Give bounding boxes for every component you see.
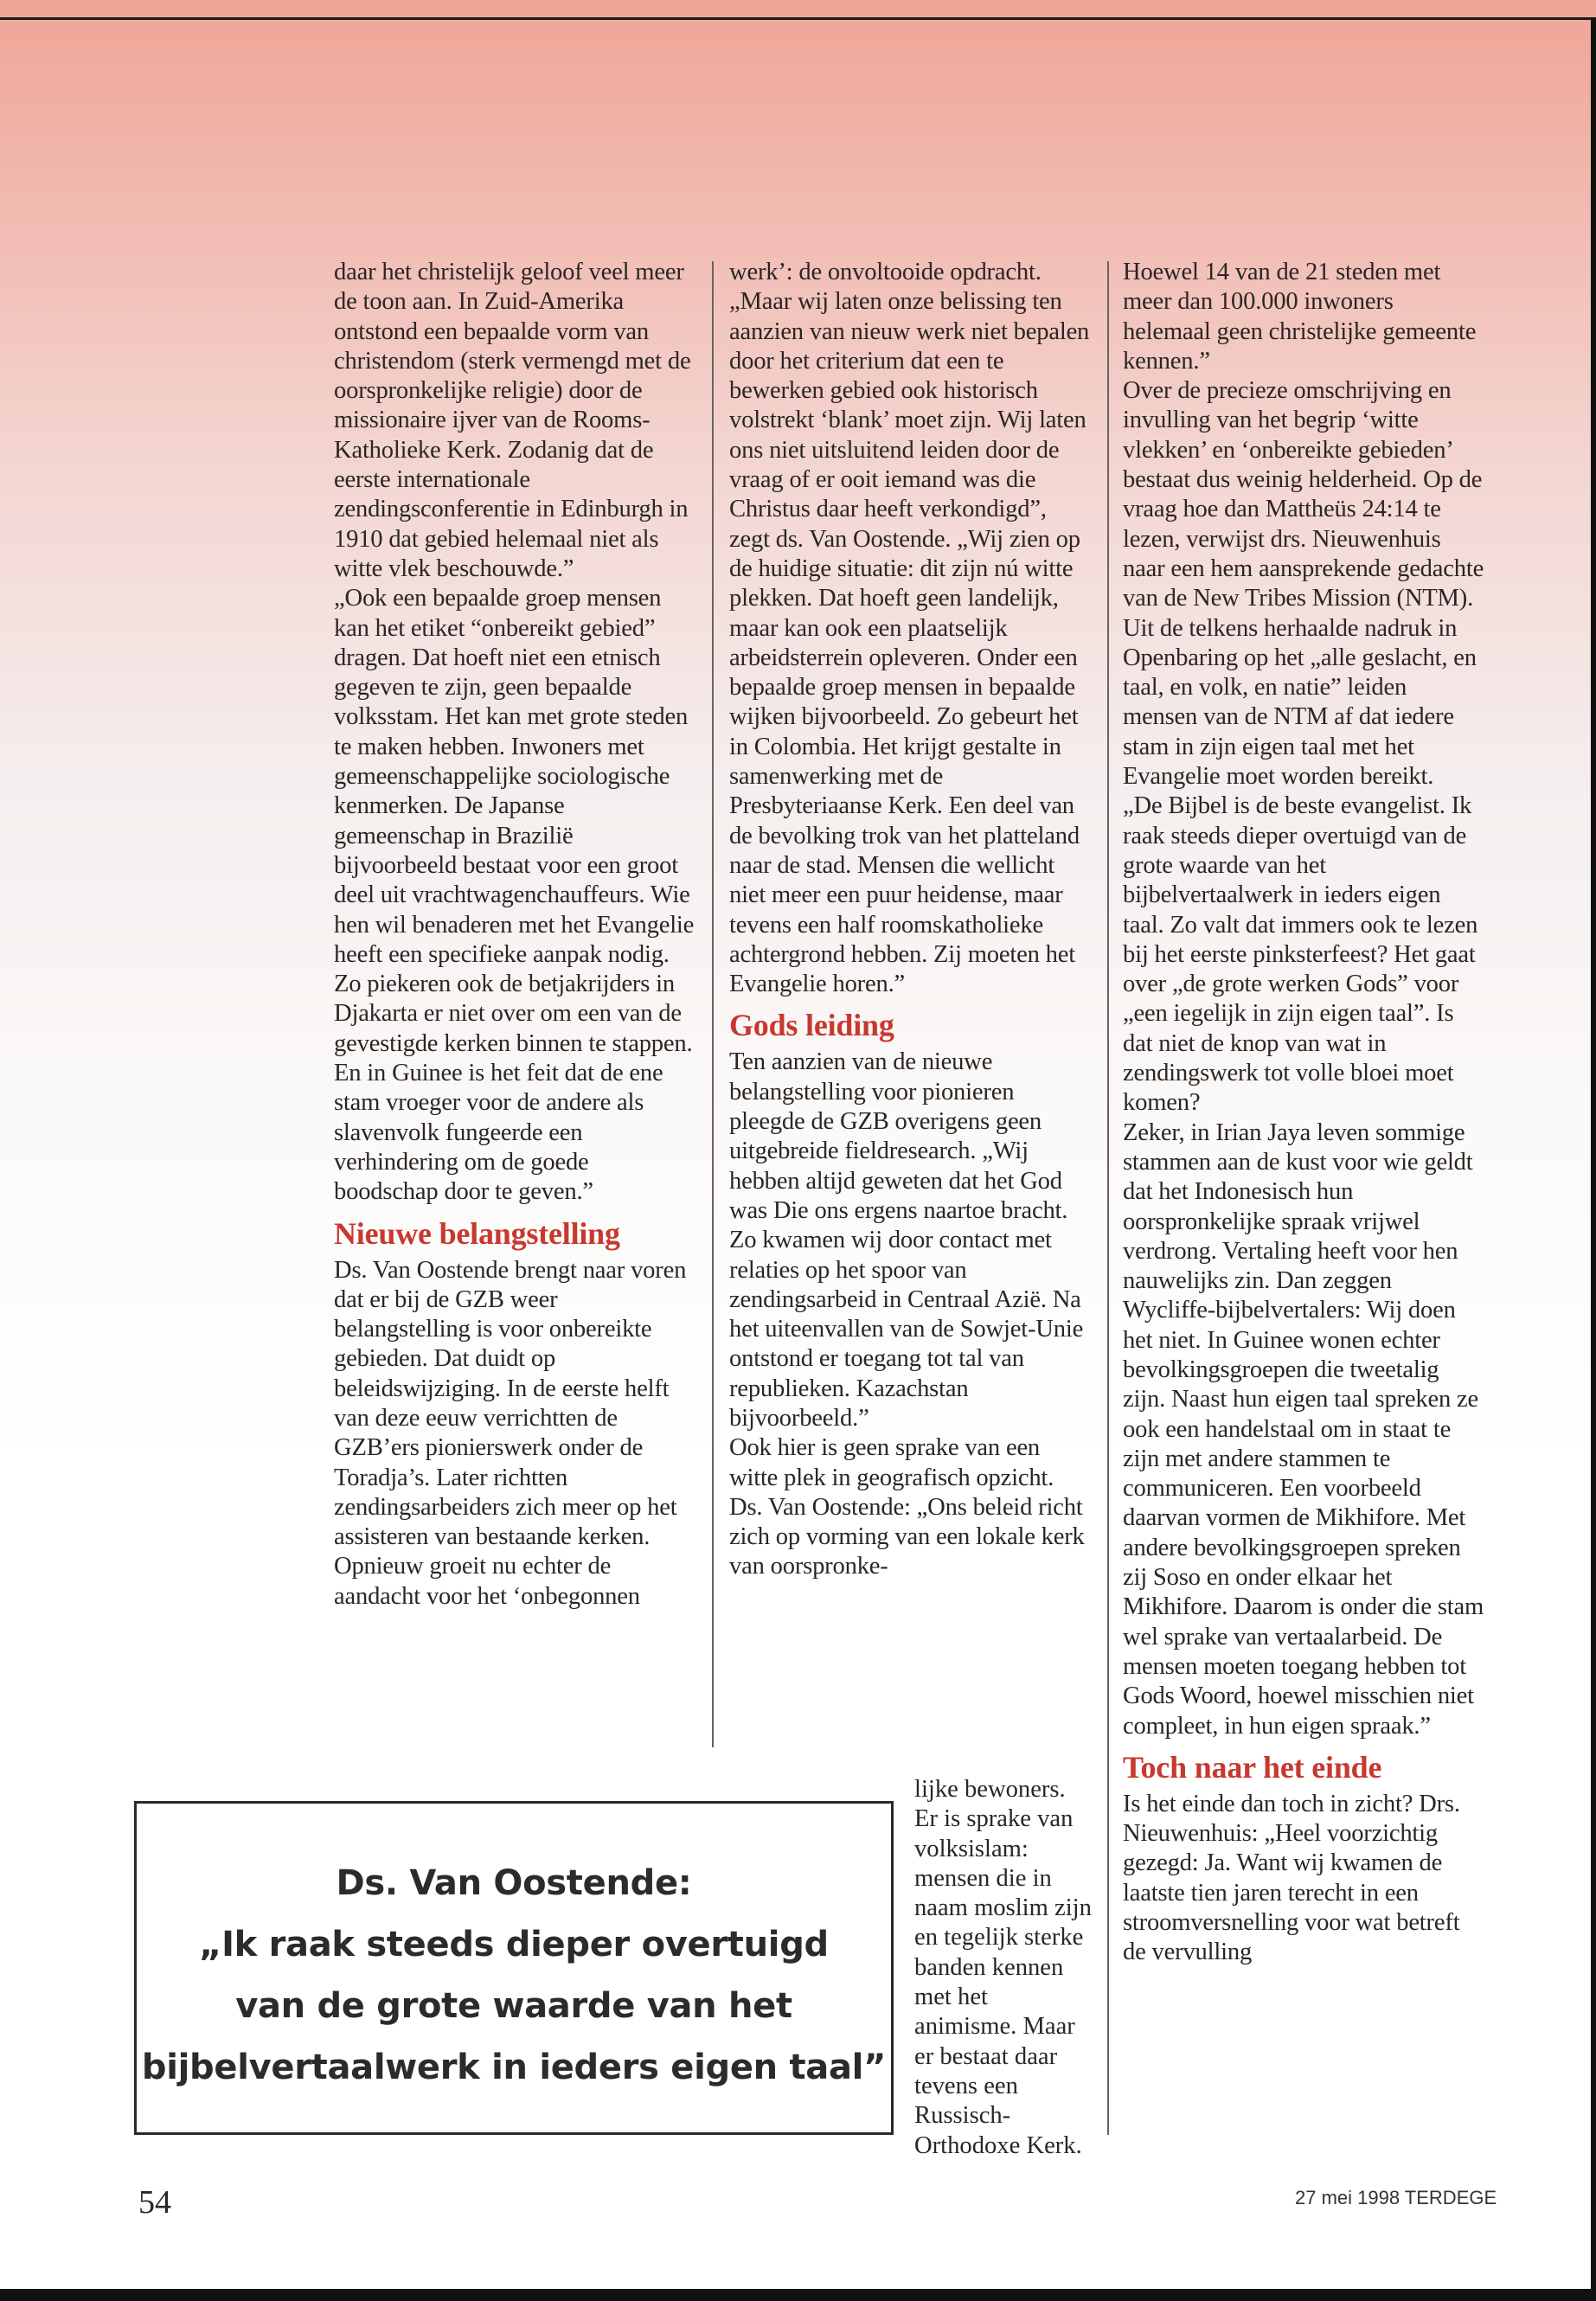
paragraph: werk’: de onvoltooide opdracht. „Maar wij laten onze belissing ten aanzien van nieuw werk niet bepalen door het criterium dat een te bewerken gebied ook historisch volstrekt ‘blank’ moet zijn. Wij laten ons niet uitsluitend leiden door de vraag of er ooit iemand was die Christus daar heeft verkondigd”, zegt ds. Van Oostende. „Wij zien op de huidige situatie: dit zijn nú witte plekken. Dat hoeft geen landelijk, maar kan ook een plaatselijk arbeidsterrein opleveren. Onder een bepaalde groep mensen in bepaalde wijken bijvoorbeeld. Zo gebeurt het in Colombia. Het krijgt gestalte in samenwerking met de Presbyteriaanse Kerk. Een deel van de bevolking trok van het platteland naar de stad. Mensen die wellicht niet meer een puur heidense, maar tevens een half roomskatholieke achtergrond hebben. Zij moeten het Evangelie horen.” [729,259,1090,998]
paragraph: lijke bewoners. Er is sprake van volksislam: mensen die in naam moslim zijn en tegelijk sterke banden kennen met het animisme. Maar er bestaat daar tevens een Russisch-Orthodoxe Kerk. [914,1776,1092,2159]
paragraph: Ook hier is geen sprake van een witte plek in geografisch opzicht. Ds. Van Oostende: „Ons beleid richt zich op vorming van een lokale kerk van oorspronke- [729,1434,1085,1580]
pull-quote-line: bijbelvertaalwerk in ieders eigen taal” [141,2048,887,2087]
paragraph: „De Bijbel is de beste evangelist. Ik raak steeds dieper overtuigd van de grote waarde van het bijbelvertaalwerk in ieders eigen taal. Zo valt dat immers ook te lezen bij het eerste pinksterfeest? Het gaat over „de grote werken Gods” voor „een iegelijk in zijn eigen taal”. Is dat niet de knop van wat in zendingswerk tot volle bloei moet komen? [1123,792,1478,1117]
page-number: 54 [138,2184,171,2221]
paragraph: Hoewel 14 van de 21 steden met meer dan 100.000 inwoners helemaal geen christelijke gemeente kennen.” [1123,259,1477,375]
subheading-gods-leiding: Gods leiding [729,1008,894,1043]
paragraph: Is het einde dan toch in zicht? Drs. Nieuwenhuis: „Heel voorzichtig gezegd: Ja. Want wij kwamen de laatste tien jaren terecht in een stroomversnelling voor wat betreft de vervulling [1123,1790,1460,1966]
article-column-3 [1123,258,1486,1968]
issue-footer: 27 mei 1998 TERDEGE [1295,2187,1497,2208]
bottom-border [0,2289,1596,2301]
subheading-nieuwe-belangstelling: Nieuwe belangstelling [334,1215,620,1251]
article-column-2 [729,258,1093,1582]
paragraph: Zeker, in Irian Jaya leven sommige stammen aan de kust voor wie geldt dat het Indonesisch hun oorspronkelijke spraak vrijwel verdrong. Vertaling heeft voor hen nauwelijks zin. Dan zeggen Wycliffe-bijbelvertalers: Wij doen het niet. In Guinee wonen echter bevolkingsgroepen die tweetalig zijn. Naast hun eigen taal spreken ze ook een handelstaal om in staat te zijn met andere stammen te communiceren. Een voorbeeld daarvan vormen de Mikhifore. Met andere bevolkingsgroepen spreken zij Soso en onder elkaar het Mikhifore. Daarom is onder die stam wel sprake van vertaalarbeid. De mensen moeten toegang hebben tot Gods Woord, hoewel misschien niet compleet, in hun eigen spraak.” [1123,1118,1484,1740]
paragraph: daar het christelijk geloof veel meer de toon aan. In Zuid-Amerika ontstond een bepaalde vorm van christendom (sterk vermengd met de oorspronkelijke religie) door de missionaire ijver van de Rooms-Katholieke Kerk. Zodanig dat de eerste internationale zendingsconferentie in Edinburgh in 1910 dat gebied helemaal niet als witte vlek beschouwde.” [334,259,691,582]
subheading-toch-naar-het-einde: Toch naar het einde [1123,1749,1382,1785]
paragraph: „Ook een bepaalde groep mensen kan het etiket “onbereikt gebied” dragen. Dat hoeft niet een etnisch gegeven te zijn, geen bepaalde volksstam. Het kan met grote steden te maken hebben. Inwoners met gemeenschappelijke sociologische kenmerken. De Japanse gemeenschap in Brazilië bijvoorbeeld bestaat voor een groot deel uit vrachtwagenchauffeurs. Wie hen wil benaderen met het Evangelie heeft een specifieke aanpak nodig. Zo piekeren ook de betjakrijders in Djakarta er niet over om een van de gevestigde kerken binnen te stappen. En in Guinee is het feit dat de ene stam vroeger voor de andere als slavenvolk fungeerde een verhindering om de goede boodschap door te geven.” [334,585,695,1206]
pull-quote-line: van de grote waarde van het [235,1986,792,2026]
pull-quote-line: „Ik raak steeds dieper overtuigd [199,1925,829,1965]
top-border [0,17,1596,20]
pull-quote-box [134,1801,894,2135]
column-divider [712,261,714,1747]
pull-quote-speaker: Ds. Van Oostende: [336,1863,692,1903]
column-divider [1107,261,1109,2135]
paragraph: Ten aanzien van de nieuwe belangstelling voor pionieren pleegde de GZB overigens geen uitgebreide fieldresearch. „Wij hebben altijd geweten dat het God was Die ons ergens naartoe bracht. Zo kwamen wij door contact met relaties op het spoor van zendingsarbeid in Centraal Azië. Na het uiteenvallen van de Sowjet-Unie ontstond er toegang tot tal van republieken. Kazachstan bijvoorbeeld.” [729,1048,1084,1432]
article-column-2-narrow [914,1775,1094,2161]
paragraph: Ds. Van Oostende brengt naar voren dat er bij de GZB weer belangstelling is voor onbereikte gebieden. Dat duidt op beleidswijziging. In de eerste helft van deze eeuw verrichtten de GZB’ers pionierswerk onder de Toradja’s. Later richtten zendingsarbeiders zich meer op het assisteren van bestaande kerken. Opnieuw groeit nu echter de aandacht voor het ‘onbegonnen [334,1256,687,1610]
paragraph: Over de precieze omschrijving en invulling van het begrip ‘witte vlekken’ en ‘onbereikte gebieden’ bestaat dus weinig helderheid. Op de vraag hoe dan Mattheüs 24:14 te lezen, verwijst drs. Nieuwenhuis naar een hem aansprekende gedachte van de New Tribes Mission (NTM). Uit de telkens herhaalde nadruk in Openbaring op het „alle geslacht, en taal, en volk, en natie” leiden mensen van de NTM af dat iedere stam in zijn eigen taal met het Evangelie moet worden bereikt. [1123,377,1484,791]
right-border [1591,17,1596,2301]
article-column-1 [334,258,697,1612]
